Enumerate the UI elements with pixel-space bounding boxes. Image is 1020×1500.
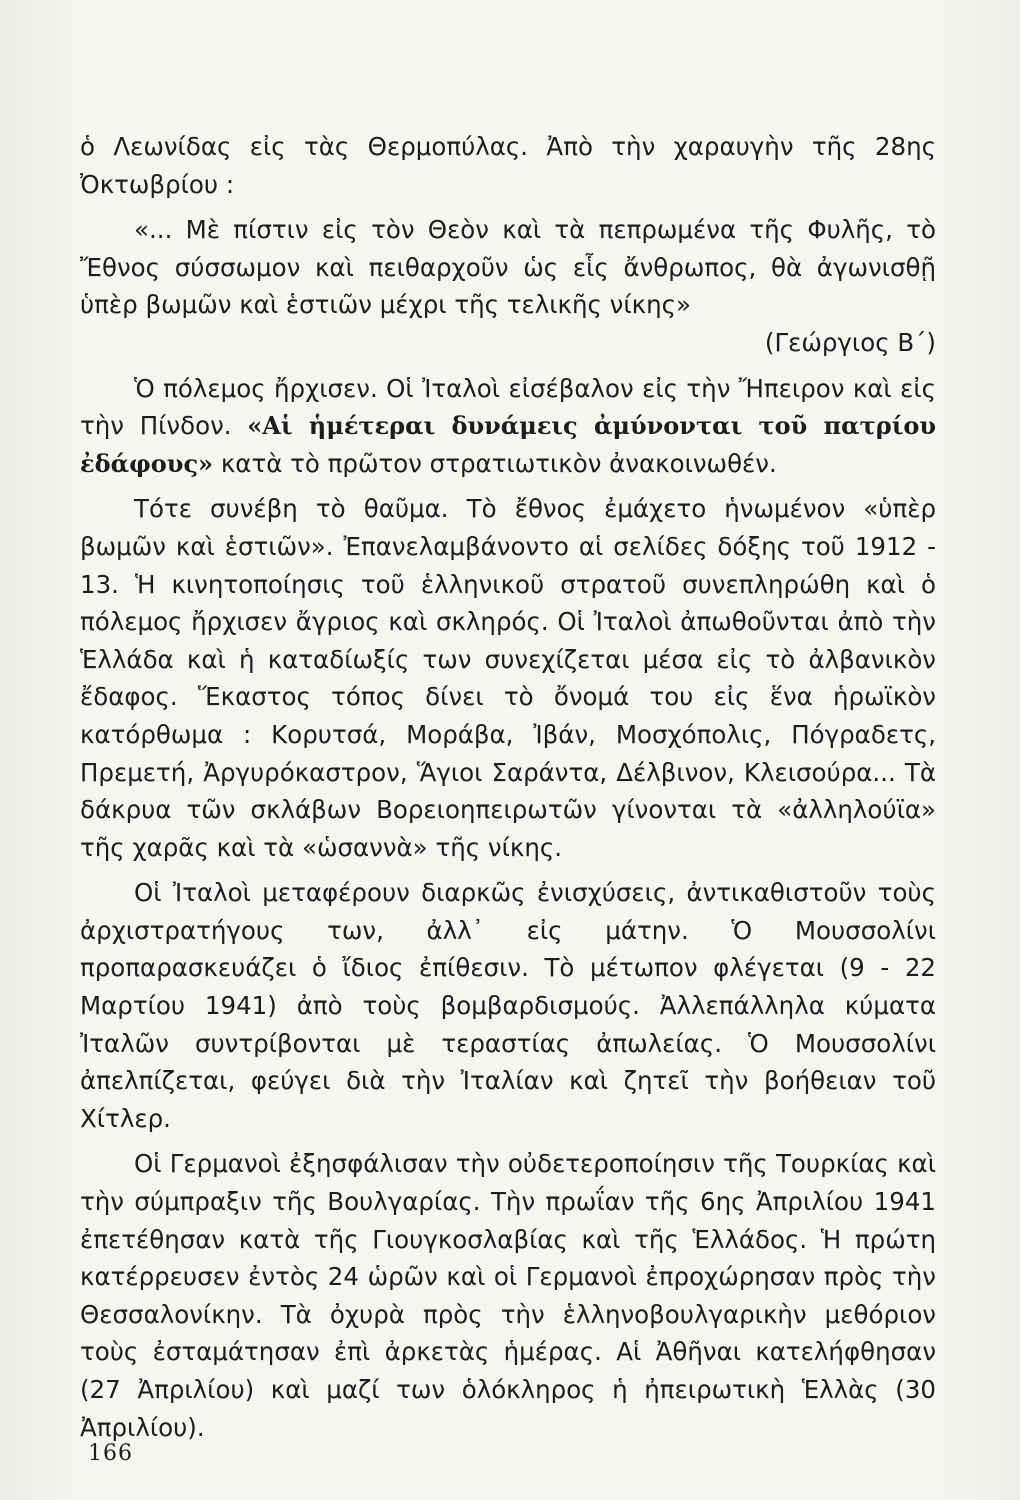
paragraph-german-invasion: Οἱ Γερμανοὶ ἐξησφάλισαν τὴν οὐδετεροποίησιν τῆς Τουρκίας καὶ τὴν σύμπραξιν τῆς Βουλγαρίας. Τὴν πρωΐαν τῆς 6ης Ἀπριλίου 1941 ἐπετέθησαν κατὰ τῆς Γιουγκοσλαβίας καὶ τῆς Ἑλλάδος. Ἡ πρώτη κατέρρευσεν ἐντὸς 24 ὡρῶν καὶ οἱ Γερμανοὶ ἐπροχώρησαν πρὸς τὴν Θεσσαλονίκην. Τὰ ὀχυρὰ πρὸς τὴν ἑλληνοβουλγαρικὴν μεθόριον τοὺς ἐσταμάτησαν ἐπὶ ἀρκετὰς ἡμέρας. Αἱ Ἀθῆναι κατελήφθησαν (27 Ἀπριλίου) καὶ μαζί των ὁλόκληρος ἡ ἠπειρωτικὴ Ἑλλὰς (30 Ἀπριλίου).: [80, 1149, 936, 1442]
paragraph-war-begins-text: Ὁ πόλεμος ἤρχισεν. Οἱ Ἰταλοὶ εἰσέβαλον εἰς τὴν Ἤπειρον καὶ εἰς τὴν Πίνδον.: [80, 373, 936, 441]
paragraph-war-begins: [80, 370, 936, 483]
paragraph-miracle: Τότε συνέβη τὸ θαῦμα. Τὸ ἔθνος ἐμάχετο ἡνωμένον «ὑπὲρ βωμῶν καὶ ἑστιῶν». Ἐπανελαμβάνοντο αἱ σελίδες δόξης τοῦ 1912 - 13. Ἡ κινητοποίησις τοῦ ἑλληνικοῦ στρατοῦ συνεπληρώθη καὶ ὁ πόλεμος ἤρχισεν ἄγριος καὶ σκληρός. Οἱ Ἰταλοὶ ἀπωθοῦνται ἀπὸ τὴν Ἑλλάδα καὶ ἡ καταδίωξίς των συνεχίζεται μέσα εἰς τὸ ἀλβανικὸν ἔδαφος. Ἕκαστος τόπος δίνει τὸ ὄνομά του εἰς ἕνα ἡρωϊκὸν κατόρθωμα : Κορυτσά, Μοράβα, Ἰβάν, Μοσχόπολις, Πόγραδετς, Πρεμετή, Ἀργυρόκαστρον, Ἅγιοι Σαράντα, Δέλβινον, Κλεισούρα... Τὰ δάκρυα τῶν σκλάβων Βορειοηπειρωτῶν γίνονται τὰ «ἀλληλούϊα» τῆς χαρᾶς καὶ τὰ «ὡσαννὰ» τῆς νίκης.: [80, 494, 936, 862]
page-number: 166: [88, 1441, 133, 1466]
body-text: [80, 128, 936, 1446]
quote-signature: (Γεώργιος Β΄): [764, 327, 936, 357]
communique-quote: «Αἱ ἡμέτεραι δυνάμεις ἀμύνονται τοῦ πατρίου ἐδάφους»: [80, 411, 936, 478]
king-quote: «... Μὲ πίστιν εἰς τὸν Θεὸν καὶ τὰ πεπρωμένα τῆς Φυλῆς, τὸ Ἔθνος σύσσωμον καὶ πειθαρχοῦν ὡς εἷς ἄνθρωπος, θὰ ἀγωνισθῇ ὑπὲρ βωμῶν καὶ ἑστιῶν μέχρι τῆς τελικῆς νίκης»: [80, 215, 936, 320]
paragraph-war-begins-end: κατὰ τὸ πρῶτον στρατιωτικὸν ἀνακοινωθέν.: [213, 448, 777, 478]
paragraph-italian-reinforcements: Οἱ Ἰταλοὶ μεταφέρουν διαρκῶς ἐνισχύσεις, ἀντικαθιστοῦν τοὺς ἀρχιστρατήγους των, ἀλλ᾽ εἰς μάτην. Ὁ Μουσσολίνι προπαρασκευάζει ὁ ἴδιος ἐπίθεσιν. Τὸ μέτωπον φλέγεται (9 - 22 Μαρτίου 1941) ἀπὸ τοὺς βομβαρδισμούς. Ἀλλεπάλληλα κύματα Ἰταλῶν συντρίβονται μὲ τεραστίας ἀπωλείας. Ὁ Μουσσολίνι ἀπελπίζεται, φεύγει διὰ τὴν Ἰταλίαν καὶ ζητεῖ τὴν βοήθειαν τοῦ Χίτλερ.: [80, 878, 936, 1133]
paragraph-continuation: ὁ Λεωνίδας εἰς τὰς Θερμοπύλας. Ἀπὸ τὴν χαραυγὴν τῆς 28ης Ὀκτωβρίου :: [80, 132, 936, 199]
